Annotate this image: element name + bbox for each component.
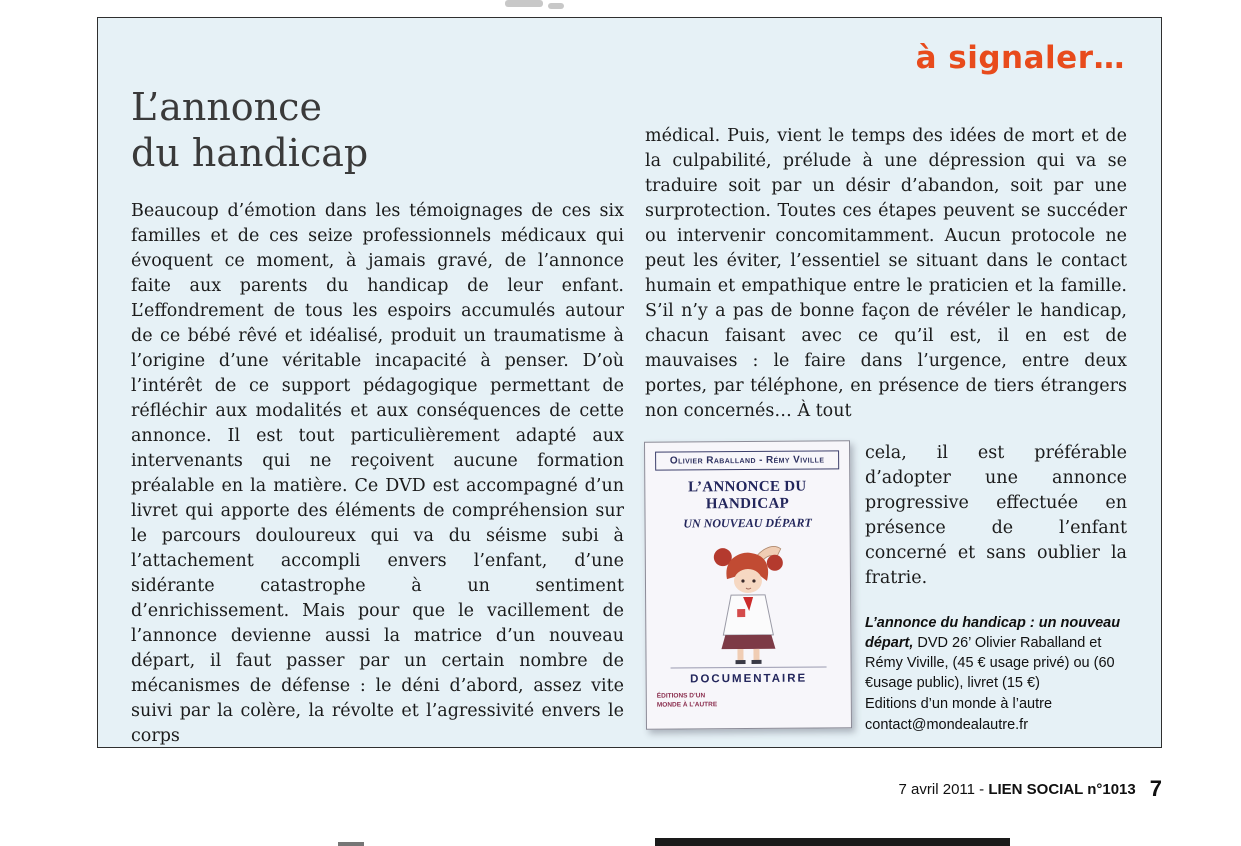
footer-page-number: 7 xyxy=(1149,776,1162,801)
dvd-cover-illustration xyxy=(656,536,841,665)
article-text-wrap: cela, il est préférable d’adopter une annonce progressive effectuée en présence de l’enfant concerné et sans oublier la fratrie. xyxy=(865,443,1127,588)
dvd-publisher-logo: ÉDITIONS D’UN MONDE À L’AUTRE xyxy=(656,692,718,709)
left-column xyxy=(131,76,624,749)
caption-title: L’annonce du handicap : un nouveau départ, xyxy=(865,615,1121,651)
dvd-caption xyxy=(865,613,1127,735)
caption-publisher: Editions d’un monde à l’autre xyxy=(865,696,1053,712)
page-footer xyxy=(899,776,1162,802)
dvd-cover xyxy=(644,440,852,729)
dvd-subtitle: UN NOUVEAU DÉPART xyxy=(683,515,812,531)
scan-artifact xyxy=(655,838,1010,846)
section-label: à signaler… xyxy=(915,40,1125,76)
dvd-genre: DOCUMENTAIRE xyxy=(671,666,827,685)
scan-artifact xyxy=(338,842,364,846)
dvd-title: L’ANNONCE DU HANDICAP xyxy=(688,478,807,513)
footer-date: 7 avril 2011 - xyxy=(898,781,989,798)
caption-details: DVD 26’ Olivier Raballand et Rémy Viville, (45 € usage privé) ou (60 €usage public), livret (15 €) xyxy=(865,635,1115,691)
right-column xyxy=(645,124,1127,735)
beside-cover-column xyxy=(865,441,1127,735)
footer-journal: LIEN SOCIAL n°1013 xyxy=(988,781,1136,798)
article-title xyxy=(131,84,624,177)
article-panel xyxy=(97,17,1162,748)
scan-artifact xyxy=(505,0,543,7)
dvd-authors: Olivier Raballand - Rémy Viville xyxy=(655,450,839,470)
article-text-right: médical. Puis, vient le temps des idées de mort et de la culpabilité, prélude à une dépression qui va se traduire soit par un désir d’abandon, soit par une surprotection. Toutes ces étapes peuvent se succéder ou intervenir concomitamment. Aucun protocole ne peut les éviter, l’essentiel se situant dans le contact humain et empathique entre le praticien et la famille. S’il n’y a pas de bonne façon de révéler le handicap, chacun faisant avec ce qu’il est, il en est de mauvaises : le faire dans l’urgence, entre deux portes, par téléphone, en présence de tiers étrangers non concernés… À tout xyxy=(645,126,1127,421)
media-row xyxy=(645,441,1127,735)
article-title-line1: L’annonce xyxy=(131,85,322,129)
scan-artifact xyxy=(548,3,564,9)
article-text-left: Beaucoup d’émotion dans les témoignages de ces six familles et de ces seize professionnels médicaux qui évoquent ce moment, à jamais gravé, de l’annonce faite aux parents du handicap de leur enfant. L’effondrement de tous les espoirs accumulés autour de ce bébé rêvé et idéalisé, produit un traumatisme à l’origine d’une véritable incapacité à penser. D’où l’intérêt de ce support pédagogique permettant de réfléchir aux modalités et aux conséquences de cette annonce. Il est tout particulièrement adapté aux intervenants qui ne reçoivent aucune formation préalable en la matière. Ce DVD est accompagné d’un livret qui apporte des éléments de compréhension sur le parcours douloureux qui va du séisme subi à l’attachement accompli envers l’enfant, d’une sidérante catastrophe à un sentiment d’enrichissement. Mais pour que le vacillement de l’annonce devienne aussi la matrice d’un nouveau départ, il faut passer par un certain nombre de mécanismes de défense : le déni d’abord, assez vite suivi par la colère, la révolte et l’agressivité envers le corps xyxy=(131,200,624,746)
article-title-line2: du handicap xyxy=(131,131,369,176)
caption-email: contact@mondealautre.fr xyxy=(865,717,1029,733)
